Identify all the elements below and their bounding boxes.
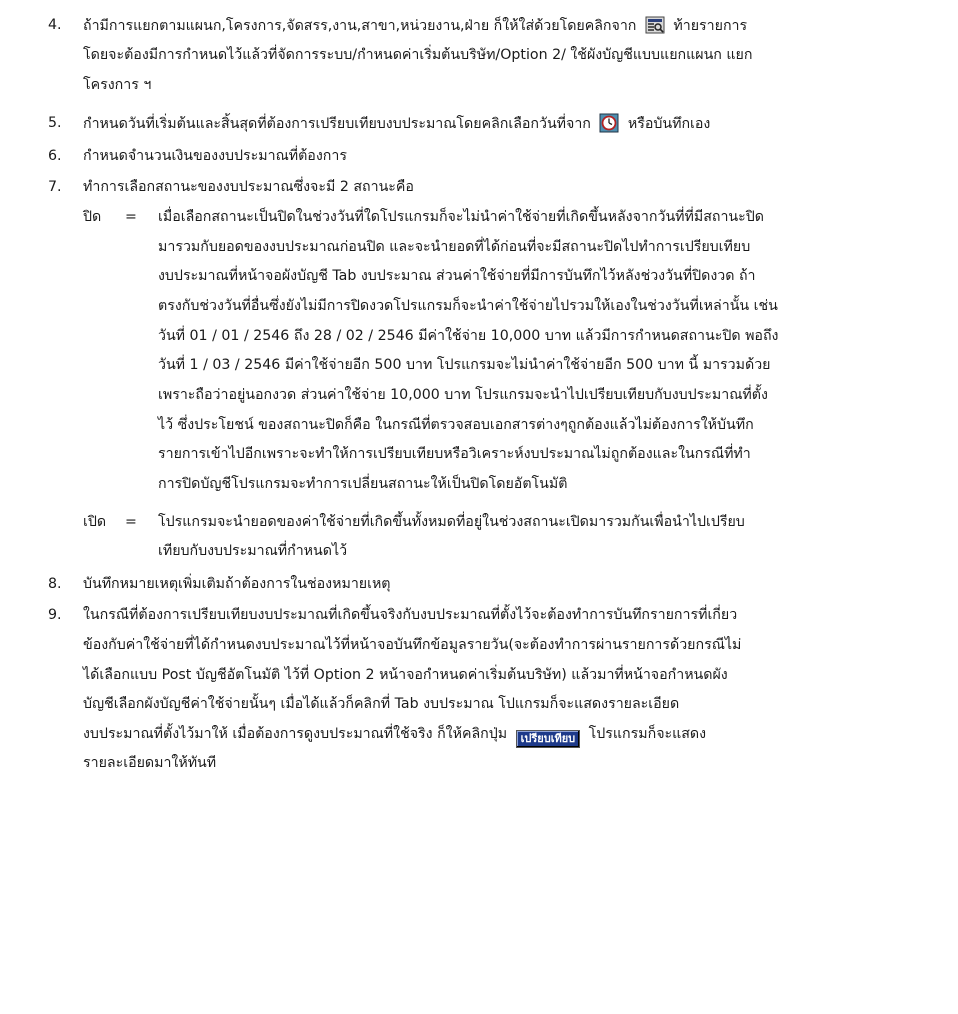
item-8-number: 8. bbox=[48, 576, 62, 592]
item-4-line-2: โดยจะต้องมีการกำหนดไว้แล้วที่จัดการระบบ/กำหนดค่าเริ่มต้นบริษัท/Option 2/ ใช้ผังบัญชีแบบแยกแผนก แยก bbox=[83, 47, 753, 63]
item-9-line-5 bbox=[83, 724, 706, 748]
calendar-clock-icon bbox=[599, 113, 619, 133]
item-7-line-1: ทำการเลือกสถานะของงบประมาณซึ่งจะมี 2 สถานะคือ bbox=[83, 179, 414, 195]
item-9-line: ได้เลือกแบบ Post บัญชีอัตโนมัติ ไว้ที่ Option 2 หน้าจอกำหนดค่าเริ่มต้นบริษัท) แล้วมาที่หน้าจอกำหนดผัง bbox=[83, 667, 728, 683]
item-5-text-b: หรือบันทึกเอง bbox=[627, 116, 711, 132]
close-desc-line: วันที่ 1 / 03 / 2546 มีค่าใช้จ่ายอีก 500 บาท โปรแกรมจะไม่นำค่าใช้จ่ายอีก 500 บาท นี้ มารวมด้วย bbox=[158, 357, 771, 373]
close-desc-line: การปิดบัญชีโปรแกรมจะทำการเปลี่ยนสถานะให้เป็นปิดโดยอัตโนมัติ bbox=[158, 476, 568, 492]
item-5-line-1 bbox=[83, 113, 710, 134]
close-desc-line: งบประมาณที่หน้าจอผังบัญชี Tab งบประมาณ ส่วนค่าใช้จ่ายที่มีการบันทึกไว้หลังช่วงวันที่ปิดงวด ถ้า bbox=[158, 268, 756, 284]
item-5-text-a: กำหนดวันที่เริ่มต้นและสิ้นสุดที่ต้องการเปรียบเทียบงบประมาณโดยคลิกเลือกวันที่จาก bbox=[83, 116, 591, 132]
open-desc-line: เทียบกับงบประมาณที่กำหนดไว้ bbox=[158, 543, 348, 559]
item-9-number: 9. bbox=[48, 607, 62, 623]
item-9-line-6: รายละเอียดมาให้ทันที bbox=[83, 755, 217, 771]
item-5-number: 5. bbox=[48, 115, 62, 131]
item-9-text-b: โปรแกรมก็จะแสดง bbox=[588, 726, 707, 742]
status-open-label: เปิด bbox=[83, 514, 107, 530]
item-4-number: 4. bbox=[48, 17, 62, 33]
lookup-table-icon bbox=[645, 15, 665, 35]
item-4-text-a: ถ้ามีการแยกตามแผนก,โครงการ,จัดสรร,งาน,สาขา,หน่วยงาน,ฝ่าย ก็ให้ใส่ด้วยโดยคลิกจาก bbox=[83, 18, 637, 34]
item-4-text-b: ท้ายรายการ bbox=[673, 18, 748, 34]
item-9-line: บัญชีเลือกผังบัญชีค่าใช้จ่ายนั้นๆ เมื่อได้แล้วก็คลิกที่ Tab งบประมาณ โปแกรมก็จะแสดงรายละเอียด bbox=[83, 696, 680, 712]
status-open-equals: = bbox=[125, 514, 137, 530]
item-6-number: 6. bbox=[48, 148, 62, 164]
status-close-label: ปิด bbox=[83, 209, 102, 225]
item-4-line-1 bbox=[83, 15, 747, 36]
close-desc-line: วันที่ 01 / 01 / 2546 ถึง 28 / 02 / 2546 มีค่าใช้จ่าย 10,000 บาท แล้วมีการกำหนดสถานะปิด พอถึง bbox=[158, 328, 779, 344]
close-desc-line: ตรงกับช่วงวันที่อื่นซึ่งยังไม่มีการปิดงวดโปรแกรมก็จะนำค่าใช้จ่ายไปรวมให้เองในช่วงวันที่เหล่านั้น เช่น bbox=[158, 298, 778, 314]
close-desc-line: รายการเข้าไปอีกเพราะจะทำให้การเปรียบเทียบหรือวิเคราะห์งบประมาณไม่ถูกต้องและในกรณีที่ทำ bbox=[158, 446, 751, 462]
item-4-line-3: โครงการ ฯ bbox=[83, 77, 152, 93]
close-desc-line: เพราะถือว่าอยู่นอกงวด ส่วนค่าใช้จ่าย 10,000 บาท โปรแกรมจะนำไปเปรียบเทียบกับงบประมาณที่ตั้ง bbox=[158, 387, 768, 403]
item-6-line-1: กำหนดจำนวนเงินของงบประมาณที่ต้องการ bbox=[83, 148, 347, 164]
close-desc-line: มารวมกับยอดของงบประมาณก่อนปิด และจะนำยอดที่ได้ก่อนที่จะมีสถานะปิดไปทำการเปรียบเทียบ bbox=[158, 239, 751, 255]
close-desc-line: ไว้ ซึ่งประโยชน์ ของสถานะปิดก็คือ ในกรณีที่ตรวจสอบเอกสารต่างๆถูกต้องแล้วไม่ต้องการให้บันทึก bbox=[158, 417, 754, 433]
open-desc-line: โปรแกรมจะนำยอดของค่าใช้จ่ายที่เกิดขึ้นทั้งหมดที่อยู่ในช่วงสถานะเปิดมารวมกันเพื่อนำไปเปรียบ bbox=[158, 514, 745, 530]
compare-button-image: เปรียบเทียบ bbox=[516, 730, 581, 748]
status-close-equals: = bbox=[125, 209, 137, 225]
item-8-line-1: บันทึกหมายเหตุเพิ่มเติมถ้าต้องการในช่องหมายเหตุ bbox=[83, 576, 391, 592]
item-7-number: 7. bbox=[48, 179, 62, 195]
item-9-text-a: งบประมาณที่ตั้งไว้มาให้ เมื่อต้องการดูงบประมาณที่ใช้จริง ก็ให้คลิกปุ่ม bbox=[83, 726, 508, 742]
item-9-line: ข้องกับค่าใช้จ่ายที่ได้กำหนดงบประมาณไว้ที่หน้าจอบันทึกข้อมูลรายวัน(จะต้องทำการผ่านรายการด้วยกรณีไม่ bbox=[83, 637, 742, 653]
close-desc-line: เมื่อเลือกสถานะเป็นปิดในช่วงวันที่ใดโปรแกรมก็จะไม่นำค่าใช้จ่ายที่เกิดขึ้นหลังจากวันที่ที่มีสถานะปิด bbox=[158, 209, 764, 225]
item-9-line: ในกรณีที่ต้องการเปรียบเทียบงบประมาณที่เกิดขึ้นจริงกับงบประมาณที่ตั้งไว้จะต้องทำการบันทึกรายการที่เกี่ยว bbox=[83, 607, 738, 623]
